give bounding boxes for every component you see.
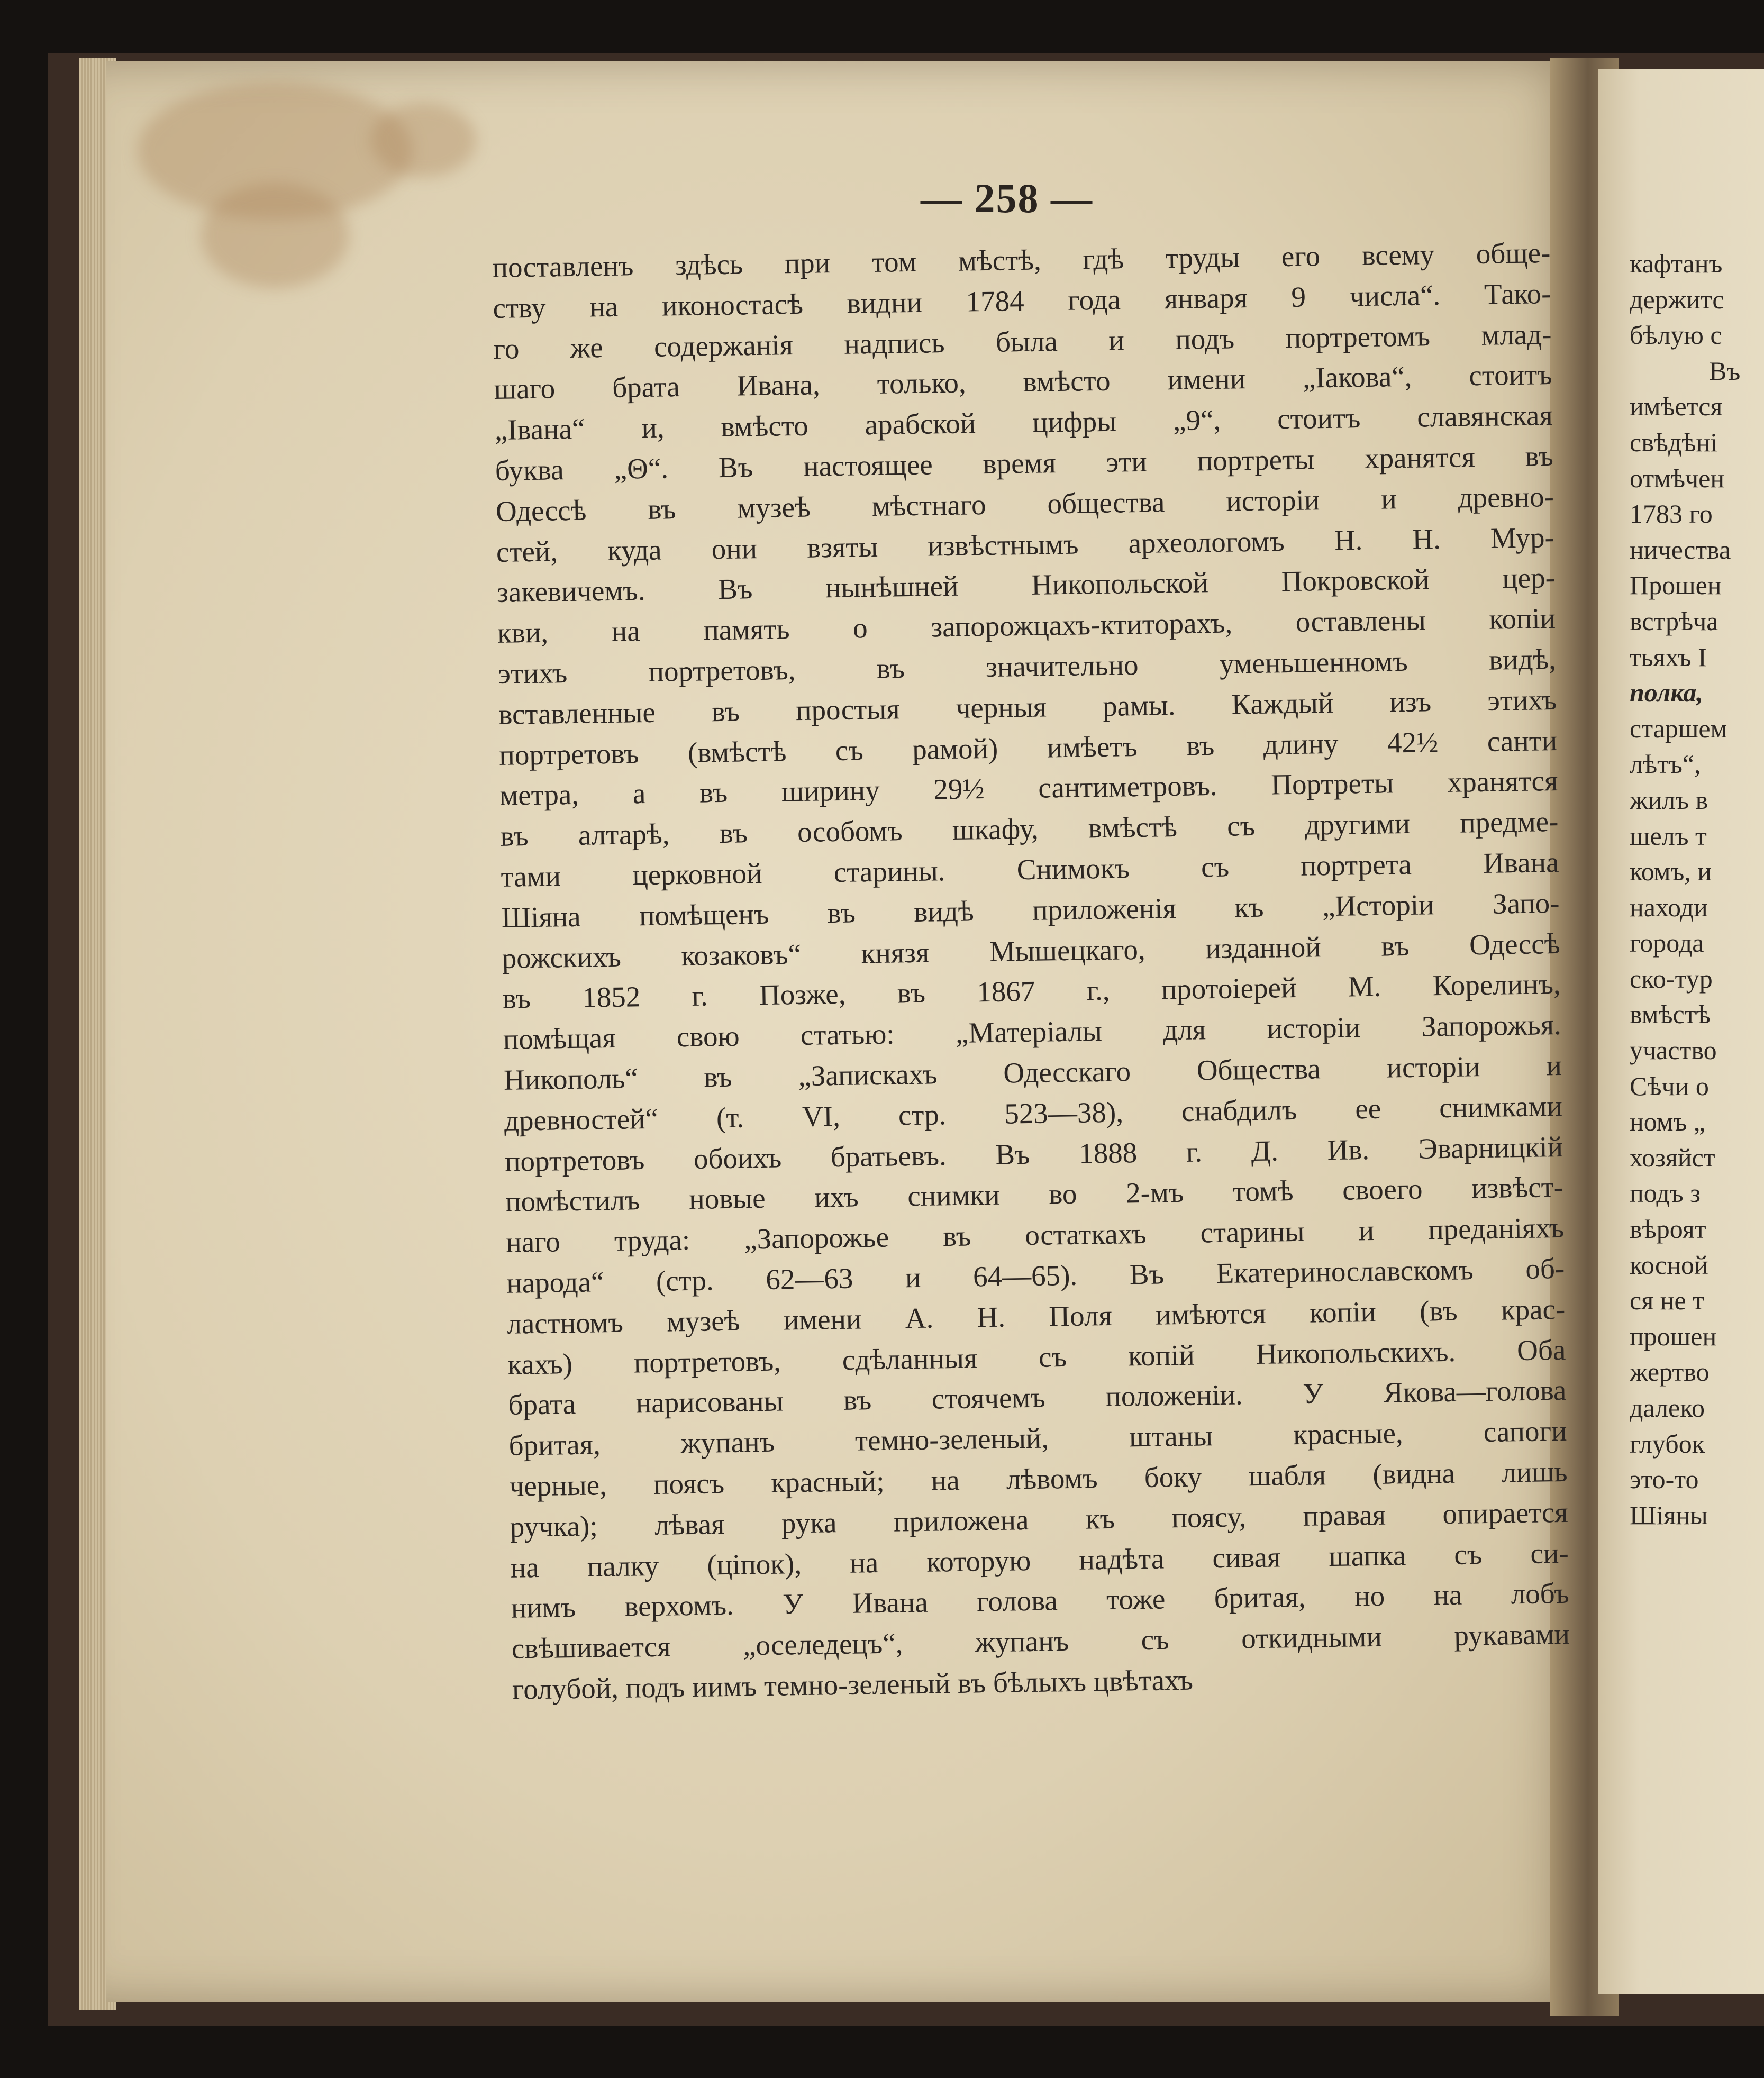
left-page-text bbox=[492, 233, 1570, 1710]
text-line: портретовъ обоихъ братьевъ. Въ 1888 г. Д. Ив. Эварницкій bbox=[504, 1130, 1563, 1178]
text-line: метра, а въ ширину 29½ сантиметровъ. Портреты хранятся bbox=[499, 764, 1558, 812]
text-line: кахъ) портретовъ, сдѣланныя съ копій Никопольскихъ. Оба bbox=[507, 1333, 1566, 1381]
text-line: косной bbox=[1630, 1250, 1708, 1280]
text-line: прошен bbox=[1630, 1321, 1717, 1351]
text-line: на палку (ціпок), на которую надѣта сивая шапка съ си- bbox=[510, 1536, 1569, 1584]
text-line: ничества bbox=[1630, 534, 1731, 564]
right-page-text bbox=[1630, 246, 1764, 1727]
text-line: участво bbox=[1630, 1035, 1717, 1065]
text-line: хозяйст bbox=[1630, 1142, 1715, 1172]
text-line: помѣщая свою статью: „Матеріалы для исторіи Запорожья. bbox=[503, 1008, 1562, 1055]
text-line: портретовъ (вмѣстѣ съ рамой) имѣетъ въ длину 42½ санти bbox=[498, 724, 1558, 771]
text-line: ручка); лѣвая рука приложена къ поясу, правая опирается bbox=[510, 1496, 1568, 1543]
text-line: ся не т bbox=[1630, 1286, 1704, 1316]
text-line: помѣстилъ новые ихъ снимки во 2-мъ томѣ своего извѣст- bbox=[505, 1171, 1564, 1218]
text-line: го же содержанія надпись была и подъ портретомъ млад- bbox=[493, 317, 1552, 365]
stain bbox=[201, 183, 349, 288]
text-line: шаго брата Ивана, только, вмѣсто имени „Іакова“, стоитъ bbox=[494, 358, 1552, 406]
text-line: Сѣчи о bbox=[1630, 1071, 1709, 1101]
text-line: шелъ т bbox=[1630, 821, 1707, 851]
text-line: держитс bbox=[1630, 284, 1724, 314]
text-line: комъ, и bbox=[1630, 856, 1712, 887]
text-line: брата нарисованы въ стоячемъ положеніи. У Якова—голова bbox=[508, 1374, 1567, 1421]
text-line: свѣдѣні bbox=[1630, 427, 1718, 457]
text-line: вмѣстѣ bbox=[1630, 999, 1711, 1029]
text-line: „Івана“ и, вмѣсто арабской цифры „9“, стоитъ славянская bbox=[494, 399, 1553, 446]
text-line: бѣлую с bbox=[1630, 320, 1722, 350]
text-line: лѣтъ“, bbox=[1630, 749, 1701, 779]
text-line: этихъ портретовъ, въ значительно уменьшенномъ видѣ, bbox=[497, 642, 1557, 690]
text-line: жилъ в bbox=[1630, 785, 1708, 815]
text-line: далеко bbox=[1630, 1393, 1705, 1423]
text-line: свѣшивается „оселедецъ“, жупанъ съ откидными рукавами bbox=[511, 1617, 1570, 1665]
text-line: номъ „ bbox=[1630, 1107, 1705, 1137]
text-line: Одессѣ въ музеѣ мѣстнаго общества исторіи и древно- bbox=[495, 480, 1554, 527]
text-line: жертво bbox=[1630, 1357, 1710, 1387]
text-line: Никополь“ въ „Запискахъ Одесскаго Общества исторіи и bbox=[503, 1049, 1562, 1096]
text-line: Шіяны bbox=[1630, 1500, 1708, 1530]
text-line: подъ з bbox=[1630, 1178, 1701, 1208]
text-line: древностей“ (т. VI, стр. 523—38), снабдилъ ее снимками bbox=[504, 1089, 1563, 1137]
text-line: встрѣча bbox=[1630, 606, 1718, 636]
text-line: глубок bbox=[1630, 1428, 1705, 1459]
text-line: черные, поясъ красный; на лѣвомъ боку шабля (видна лишь bbox=[509, 1455, 1568, 1502]
text-line: это-то bbox=[1630, 1464, 1699, 1494]
text-line: города bbox=[1630, 928, 1704, 958]
text-line: Въ bbox=[1709, 356, 1741, 386]
text-line: тьяхъ І bbox=[1630, 642, 1707, 672]
text-line: поставленъ здѣсь при том мѣстѣ, гдѣ труды его всему обще- bbox=[492, 236, 1551, 284]
text-line: ско-тур bbox=[1630, 963, 1713, 994]
text-line: 1783 го bbox=[1630, 499, 1713, 529]
text-line: Шіяна помѣщенъ въ видѣ приложенія къ „Исторіи Запо- bbox=[501, 886, 1560, 934]
text-line: находи bbox=[1630, 892, 1708, 922]
text-line: въ алтарѣ, въ особомъ шкафу, вмѣстѣ съ другими предме- bbox=[500, 805, 1559, 853]
text-line: закевичемъ. Въ нынѣшней Никопольской Покровской цер- bbox=[496, 561, 1556, 609]
text-line: ству на иконостасѣ видни 1784 года января 9 числа“. Тако- bbox=[493, 277, 1551, 324]
text-line: буква „Θ“. Въ настоящее время эти портреты хранятся въ bbox=[495, 440, 1554, 487]
text-line: въ 1852 г. Позже, въ 1867 г., протоіерей М. Корелинъ, bbox=[502, 968, 1561, 1015]
page-number: — 258 — bbox=[921, 175, 1093, 221]
text-line: имѣется bbox=[1630, 391, 1723, 422]
text-line: кви, на память о запорожцахъ-ктиторахъ, оставлены копіи bbox=[497, 602, 1556, 650]
text-line: отмѣчен bbox=[1630, 463, 1725, 493]
text-line: тами церковной старины. Снимокъ съ портрета Ивана bbox=[501, 845, 1559, 893]
text-line: кафтанъ bbox=[1630, 249, 1723, 278]
text-line: нимъ верхомъ. У Ивана голова тоже бритая, но на лобъ bbox=[511, 1577, 1570, 1625]
text-line: народа“ (стр. 62—63 и 64—65). Въ Екатеринославскомъ об- bbox=[506, 1252, 1565, 1299]
text-line: наго труда: „Запорожье въ остаткахъ старины и преданіяхъ bbox=[505, 1211, 1565, 1259]
text-line: вѣроят bbox=[1630, 1214, 1706, 1244]
text-line: полка, bbox=[1630, 678, 1703, 708]
text-line: старшем bbox=[1630, 713, 1727, 743]
text-line: рожскихъ козаковъ“ князя Мышецкаго, изданной въ Одессѣ bbox=[502, 927, 1560, 974]
text-line: вставленные въ простыя черныя рамы. Каждый изъ этихъ bbox=[498, 683, 1557, 731]
text-line: стей, куда они взяты извѣстнымъ археологомъ Н. Н. Мур- bbox=[496, 521, 1555, 568]
text-line: ластномъ музеѣ имени А. Н. Поля имѣются копіи (въ крас- bbox=[506, 1292, 1566, 1340]
text-line: бритая, жупанъ темно-зеленый, штаны красные, сапоги bbox=[508, 1414, 1567, 1462]
text-line: Прошен bbox=[1630, 570, 1722, 600]
stain bbox=[370, 103, 476, 177]
text-line: голубой, подъ иимъ темно-зеленый въ бѣлыхъ цвѣтахъ bbox=[512, 1663, 1194, 1706]
